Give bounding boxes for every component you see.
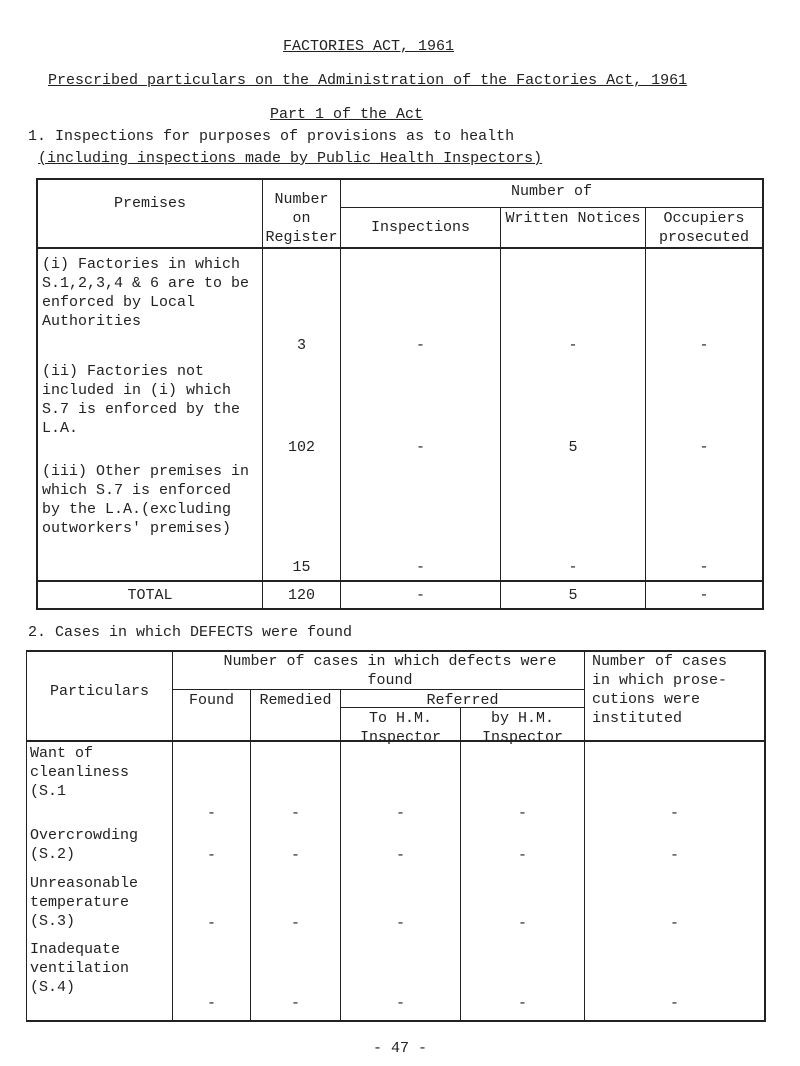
col-inspections: Inspections bbox=[370, 219, 471, 236]
defect-row-to-hm: - bbox=[395, 995, 405, 1012]
row-ii-notices: 5 bbox=[568, 439, 578, 456]
row-i-inspections: - bbox=[415, 337, 425, 354]
defect-row-remedied: - bbox=[290, 805, 300, 822]
defect-row-found: - bbox=[206, 847, 216, 864]
defect-row-to-hm: - bbox=[395, 805, 405, 822]
col-to-hm: To H.M. Inspector bbox=[359, 710, 441, 746]
row-ii-label: (ii) Factories not included in (i) which S.7 is enforced by the L.A. bbox=[42, 363, 241, 437]
row-ii-inspections: - bbox=[415, 439, 425, 456]
row-i-label: (i) Factories in which S.1,2,3,4 & 6 are to be enforced by Local Authorities bbox=[42, 256, 250, 330]
col-occupiers: Occupiers prosecuted bbox=[658, 210, 749, 246]
total-register: 120 bbox=[287, 587, 315, 604]
row-i-register: 3 bbox=[296, 337, 306, 354]
row-ii-prosecuted: - bbox=[699, 439, 709, 456]
defect-row-by-hm: - bbox=[517, 805, 527, 822]
section1-heading: 1. Inspections for purposes of provisions as to health bbox=[28, 128, 515, 145]
page-number: - 47 - bbox=[372, 1040, 427, 1057]
part-heading: Part 1 of the Act bbox=[270, 106, 424, 123]
col-register: Number on Register bbox=[265, 191, 338, 246]
col-number-of-cases: Number of cases in which defects were found bbox=[223, 653, 557, 689]
defect-row-label: Inadequate ventilation (S.4) bbox=[30, 941, 130, 996]
defect-row-remedied: - bbox=[290, 995, 300, 1012]
row-iii-register: 15 bbox=[292, 559, 311, 576]
defect-row-label: Want of cleanliness (S.1 bbox=[30, 745, 130, 800]
row-ii-register: 102 bbox=[287, 439, 315, 456]
defect-row-by-hm: - bbox=[517, 915, 527, 932]
defect-row-found: - bbox=[206, 995, 216, 1012]
row-iii-inspections: - bbox=[415, 559, 425, 576]
row-i-notices: - bbox=[568, 337, 578, 354]
defect-row-prosecutions: - bbox=[669, 995, 679, 1012]
defect-row-by-hm: - bbox=[517, 847, 527, 864]
defect-row-found: - bbox=[206, 915, 216, 932]
page-title: FACTORIES ACT, 1961 bbox=[283, 38, 455, 55]
section1-subheading: (including inspections made by Public Health Inspectors) bbox=[38, 150, 543, 167]
defect-row-remedied: - bbox=[290, 847, 300, 864]
col-premises: Premises bbox=[113, 195, 186, 212]
page-subtitle: Prescribed particulars on the Administration of the Factories Act, 1961 bbox=[48, 72, 688, 89]
defect-row-found: - bbox=[206, 805, 216, 822]
defect-row-to-hm: - bbox=[395, 847, 405, 864]
total-prosecuted: - bbox=[699, 587, 709, 604]
col-prosecutions: Number of cases in which prose- cutions were instituted bbox=[592, 653, 728, 727]
total-notices: 5 bbox=[568, 587, 578, 604]
defect-row-prosecutions: - bbox=[669, 847, 679, 864]
row-i-prosecuted: - bbox=[699, 337, 709, 354]
col-by-hm: by H.M. Inspector bbox=[481, 710, 563, 746]
row-iii-label: (iii) Other premises in which S.7 is enforced by the L.A.(excluding outworkers' premises) bbox=[42, 463, 250, 537]
defect-row-by-hm: - bbox=[517, 995, 527, 1012]
defect-row-label: Unreasonable temperature (S.3) bbox=[30, 875, 139, 930]
defect-row-label: Overcrowding (S.2) bbox=[30, 827, 139, 863]
row-iii-prosecuted: - bbox=[699, 559, 709, 576]
defect-row-prosecutions: - bbox=[669, 805, 679, 822]
defect-row-remedied: - bbox=[290, 915, 300, 932]
total-label: TOTAL bbox=[127, 587, 173, 604]
section2-heading: 2. Cases in which DEFECTS were found bbox=[28, 624, 353, 641]
col-written-notices: Written Notices bbox=[505, 210, 641, 227]
row-iii-notices: - bbox=[568, 559, 578, 576]
defect-row-prosecutions: - bbox=[669, 915, 679, 932]
col-found: Found bbox=[188, 692, 234, 709]
col-referred: Referred bbox=[426, 692, 499, 709]
total-inspections: - bbox=[415, 587, 425, 604]
col-particulars: Particulars bbox=[49, 683, 150, 700]
defect-row-to-hm: - bbox=[395, 915, 405, 932]
col-remedied: Remedied bbox=[259, 692, 332, 709]
col-number-of: Number of bbox=[510, 183, 592, 200]
